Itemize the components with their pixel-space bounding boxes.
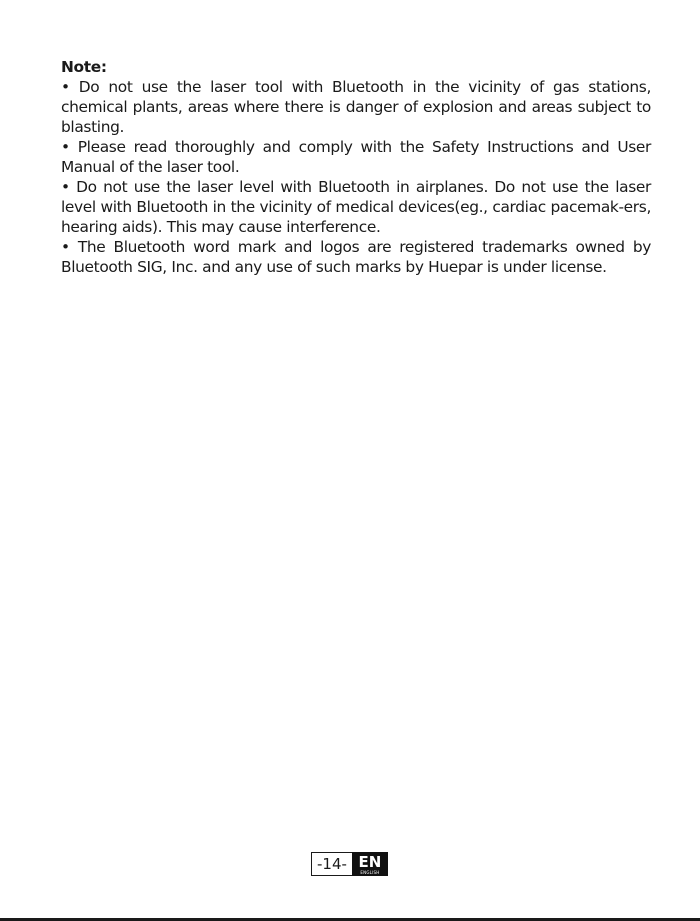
language-name: ENGLISH [360, 869, 380, 875]
language-badge [352, 852, 388, 876]
page-footer [311, 852, 388, 876]
note-title: Note: [61, 58, 107, 76]
language-code: EN [358, 852, 382, 871]
note-bullet-read-manual: • Please read thoroughly and comply with the Safety Instructions and User Manual of the laser tool. [61, 138, 651, 176]
note-bullet-trademark: • The Bluetooth word mark and logos are registered trademarks owned by Bluetooth SIG, Inc. and any use of such marks by Huepar is under license. [61, 238, 651, 276]
note-bullet-airplanes-medical: • Do not use the laser level with Bluetooth in airplanes. Do not use the laser level with Bluetooth in the vicinity of medical devices(eg., cardiac pacemak-ers, hearing aids). This may cause interference. [61, 178, 651, 236]
note-bullet-gas-stations: • Do not use the laser tool with Bluetooth in the vicinity of gas stations, chemical plants, areas where there is danger of explosion and areas subject to blasting. [61, 78, 651, 136]
note-section [61, 57, 651, 277]
page-number: -14- [311, 852, 352, 876]
